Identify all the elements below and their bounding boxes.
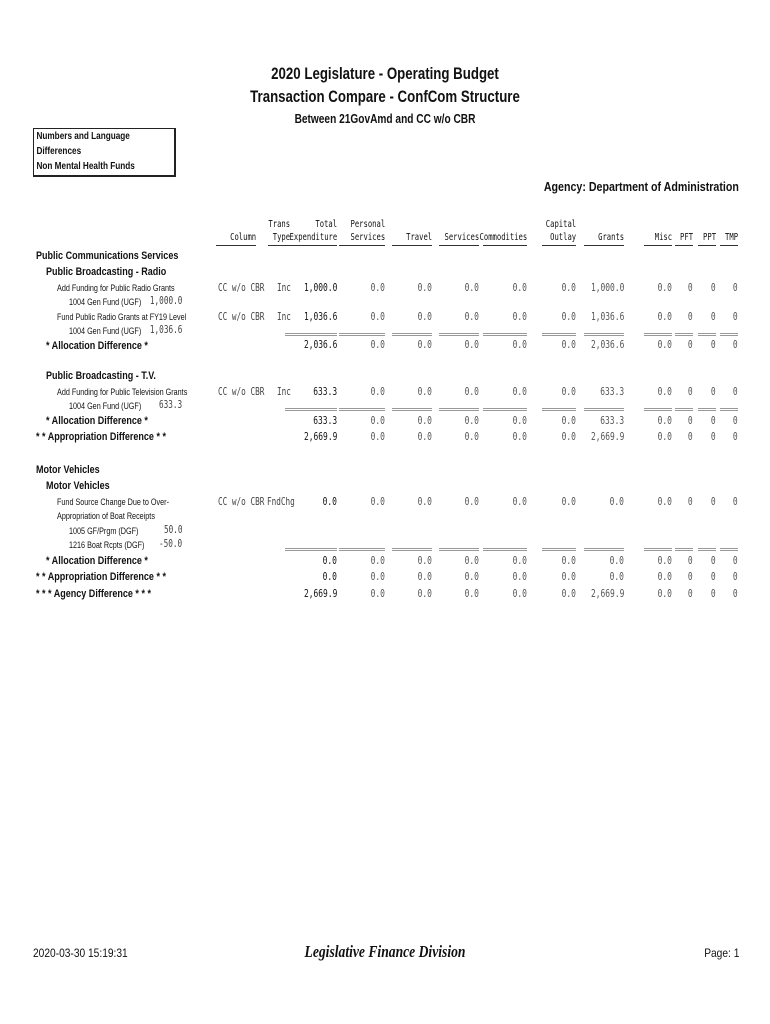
amount-cell: 633.3: [313, 414, 337, 427]
column-cell: CC w/o CBR: [218, 495, 265, 508]
report-scope-box: [33, 128, 176, 177]
subtotal-rule: [339, 335, 385, 336]
allocation-difference-label: * Allocation Difference *: [46, 555, 148, 567]
amount-cell: 0.0: [417, 310, 432, 323]
amount-cell: 0.0: [657, 310, 672, 323]
amount-cell: 0.0: [464, 570, 479, 583]
header-underline: [644, 245, 672, 246]
trans-type-cell: Inc: [277, 310, 291, 323]
amount-cell: 0: [711, 554, 716, 567]
amount-cell: 0.0: [417, 495, 432, 508]
subtotal-rule: [483, 335, 527, 336]
amount-cell: 0.0: [512, 430, 527, 443]
amount-cell: 0: [733, 414, 738, 427]
amount-cell: 0: [733, 430, 738, 443]
amount-cell: 0: [711, 338, 716, 351]
allocation-difference-label: * Allocation Difference *: [46, 340, 148, 352]
subtotal-rule: [439, 408, 479, 409]
header-underline: [675, 245, 693, 246]
amount-cell: 0: [688, 430, 693, 443]
amount-cell: 0.0: [512, 414, 527, 427]
amount-cell: 0.0: [370, 554, 385, 567]
column-cell: CC w/o CBR: [218, 281, 265, 294]
subtotal-rule: [392, 410, 432, 411]
column-header: Column: [229, 232, 256, 243]
amount-cell: 0.0: [417, 338, 432, 351]
amount-cell: 0: [711, 310, 716, 323]
amount-cell: 0.0: [512, 310, 527, 323]
subtotal-rule: [339, 548, 385, 549]
subtotal-rule: [542, 410, 576, 411]
subtotal-rule: [584, 333, 624, 334]
scope-line: Differences: [36, 146, 82, 157]
amount-cell: 0.0: [417, 414, 432, 427]
amount-cell: 0.0: [512, 281, 527, 294]
amount-cell: 0.0: [370, 338, 385, 351]
amount-cell: 0.0: [464, 430, 479, 443]
header-underline: [392, 245, 432, 246]
subtotal-rule: [542, 550, 576, 551]
amount-cell: 0: [688, 554, 693, 567]
subtotal-rule: [720, 408, 738, 409]
amount-cell: 633.3: [600, 414, 624, 427]
subtotal-rule: [720, 333, 738, 334]
amount-cell: 0.0: [322, 570, 337, 583]
comparison-label: Between 21GovAmd and CC w/o CBR: [294, 111, 476, 126]
column-header: Capital: [545, 219, 576, 230]
subtotal-rule: [720, 335, 738, 336]
amount-cell: 0.0: [561, 385, 576, 398]
subtotal-rule: [698, 550, 716, 551]
subtotal-rule: [392, 335, 432, 336]
subtotal-rule: [698, 408, 716, 409]
column-header: PFT: [679, 232, 693, 243]
amount-cell: 0.0: [417, 587, 432, 600]
subtotal-rule: [483, 408, 527, 409]
subtotal-rule: [339, 333, 385, 334]
amount-cell: 0.0: [322, 554, 337, 567]
amount-cell: 0: [711, 495, 716, 508]
amount-cell: 0: [733, 338, 738, 351]
amount-cell: 0: [711, 430, 716, 443]
transaction-description: Add Funding for Public Radio Grants: [57, 283, 175, 294]
amount-cell: 2,669.9: [303, 430, 337, 443]
amount-cell: 0: [688, 414, 693, 427]
subtotal-rule: [720, 550, 738, 551]
amount-cell: 0: [733, 587, 738, 600]
subtotal-rule: [584, 408, 624, 409]
amount-cell: 0.0: [370, 495, 385, 508]
amount-cell: 0: [733, 495, 738, 508]
amount-cell: 1,000.0: [303, 281, 337, 294]
amount-cell: 0: [711, 587, 716, 600]
amount-cell: 0: [733, 554, 738, 567]
amount-cell: 0: [733, 310, 738, 323]
subtotal-rule: [584, 335, 624, 336]
subtotal-rule: [285, 335, 337, 336]
subtotal-rule: [483, 550, 527, 551]
column-header: Misc: [654, 232, 672, 243]
column-header: Trans: [268, 219, 290, 230]
amount-cell: 1,036.6: [303, 310, 337, 323]
header-underline: [285, 245, 337, 246]
amount-cell: 0.0: [370, 430, 385, 443]
transaction-description: Fund Source Change Due to Over-: [57, 497, 169, 508]
subtotal-rule: [720, 548, 738, 549]
fund-amount: -50.0: [158, 537, 182, 550]
subtotal-rule: [285, 410, 337, 411]
header-underline: [720, 245, 738, 246]
amount-cell: 0.0: [464, 385, 479, 398]
amount-cell: 0.0: [512, 495, 527, 508]
subtotal-rule: [644, 335, 672, 336]
amount-cell: 1,000.0: [590, 281, 624, 294]
column-header: PPT: [702, 232, 716, 243]
amount-cell: 0.0: [657, 430, 672, 443]
amount-cell: 0.0: [370, 385, 385, 398]
subtotal-rule: [439, 550, 479, 551]
subtotal-rule: [720, 410, 738, 411]
subtotal-rule: [698, 548, 716, 549]
subtotal-rule: [542, 548, 576, 549]
amount-cell: 0: [688, 570, 693, 583]
amount-cell: 0.0: [561, 587, 576, 600]
subtotal-rule: [675, 548, 693, 549]
column-header: Services: [444, 232, 479, 243]
column-header: Total: [315, 219, 337, 230]
fund-amount: 633.3: [158, 398, 182, 411]
amount-cell: 0.0: [609, 554, 624, 567]
fund-amount: 1,036.6: [149, 323, 182, 336]
header-underline: [439, 245, 479, 246]
amount-cell: 2,669.9: [303, 587, 337, 600]
amount-cell: 0.0: [657, 338, 672, 351]
fund-source: 1004 Gen Fund (UGF): [69, 401, 142, 412]
amount-cell: 0.0: [370, 414, 385, 427]
subtotal-rule: [339, 408, 385, 409]
trans-type-cell: Inc: [277, 281, 291, 294]
subtotal-rule: [675, 333, 693, 334]
amount-cell: 0.0: [561, 310, 576, 323]
subtotal-rule: [392, 548, 432, 549]
amount-cell: 0.0: [370, 310, 385, 323]
subtotal-rule: [584, 550, 624, 551]
subtotal-rule: [483, 410, 527, 411]
column-header: Personal: [350, 219, 385, 230]
fund-source: 1216 Boat Rcpts (DGF): [69, 540, 145, 551]
subtotal-rule: [285, 408, 337, 409]
trans-type-cell: Inc: [277, 385, 291, 398]
fund-source: 1005 GF/Prgm (DGF): [69, 526, 139, 537]
amount-cell: 0.0: [464, 587, 479, 600]
amount-cell: 0: [688, 281, 693, 294]
page-number: Page: 1: [703, 946, 739, 960]
fund-source: 1004 Gen Fund (UGF): [69, 326, 142, 337]
subtotal-rule: [483, 548, 527, 549]
subtotal-rule: [439, 333, 479, 334]
subtotal-rule: [584, 548, 624, 549]
amount-cell: 2,036.6: [590, 338, 624, 351]
subtotal-rule: [675, 550, 693, 551]
amount-cell: 0.0: [657, 570, 672, 583]
column-header: Outlay: [549, 232, 576, 243]
subtotal-rule: [542, 333, 576, 334]
amount-cell: 0.0: [417, 281, 432, 294]
amount-cell: 0.0: [370, 587, 385, 600]
allocation-title: Public Broadcasting - T.V.: [46, 370, 156, 382]
amount-cell: 0: [688, 385, 693, 398]
amount-cell: 0.0: [512, 554, 527, 567]
subtotal-rule: [285, 333, 337, 334]
amount-cell: 0.0: [657, 281, 672, 294]
column-header: Grants: [597, 232, 624, 243]
amount-cell: 0.0: [609, 495, 624, 508]
subtotal-rule: [675, 410, 693, 411]
header-underline: [584, 245, 624, 246]
amount-cell: 0.0: [322, 495, 337, 508]
amount-cell: 633.3: [313, 385, 337, 398]
amount-cell: 0.0: [464, 281, 479, 294]
subtotal-rule: [542, 335, 576, 336]
column-header: Type: [272, 232, 290, 243]
amount-cell: 0: [688, 338, 693, 351]
amount-cell: 0: [711, 385, 716, 398]
subtotal-rule: [644, 408, 672, 409]
amount-cell: 0.0: [512, 570, 527, 583]
fund-amount: 1,000.0: [149, 294, 182, 307]
transaction-description-cont: Appropriation of Boat Receipts: [57, 511, 155, 522]
section-title: Public Communications Services: [36, 250, 179, 262]
subtotal-rule: [392, 333, 432, 334]
subtotal-rule: [698, 335, 716, 336]
column-header: Services: [350, 232, 385, 243]
report-timestamp: 2020-03-30 15:19:31: [33, 946, 128, 960]
subtotal-rule: [339, 410, 385, 411]
subtotal-rule: [439, 335, 479, 336]
amount-cell: 2,036.6: [303, 338, 337, 351]
amount-cell: 0.0: [417, 430, 432, 443]
amount-cell: 0.0: [561, 281, 576, 294]
allocation-difference-label: * Allocation Difference *: [46, 415, 148, 427]
column-header: Commodities: [479, 232, 527, 243]
amount-cell: 0.0: [512, 385, 527, 398]
subtotal-rule: [644, 550, 672, 551]
subtotal-rule: [392, 550, 432, 551]
section-title: Motor Vehicles: [36, 464, 100, 476]
amount-cell: 0.0: [561, 430, 576, 443]
report-subtitle: Transaction Compare - ConfCom Structure: [250, 87, 520, 106]
amount-cell: 0.0: [657, 414, 672, 427]
amount-cell: 0: [711, 281, 716, 294]
trans-type-cell: FndChg: [267, 495, 295, 508]
header-underline: [698, 245, 716, 246]
amount-cell: 0.0: [657, 495, 672, 508]
amount-cell: 0.0: [561, 495, 576, 508]
subtotal-rule: [285, 548, 337, 549]
subtotal-rule: [644, 333, 672, 334]
column-header: Expenditure: [289, 232, 337, 243]
report-title: 2020 Legislature - Operating Budget: [271, 64, 499, 83]
appropriation-difference-label: * * Appropriation Difference * *: [36, 571, 166, 583]
agency-label: Agency: Department of Administration: [543, 179, 739, 194]
amount-cell: 2,669.9: [590, 587, 624, 600]
amount-cell: 0.0: [417, 385, 432, 398]
subtotal-rule: [675, 408, 693, 409]
agency-difference-label: * * * Agency Difference * * *: [36, 588, 151, 600]
subtotal-rule: [392, 408, 432, 409]
amount-cell: 0: [733, 570, 738, 583]
appropriation-difference-label: * * Appropriation Difference * *: [36, 431, 166, 443]
subtotal-rule: [644, 548, 672, 549]
subtotal-rule: [285, 550, 337, 551]
amount-cell: 1,036.6: [590, 310, 624, 323]
amount-cell: 0.0: [464, 554, 479, 567]
amount-cell: 0.0: [512, 587, 527, 600]
header-underline: [542, 245, 576, 246]
amount-cell: 0.0: [464, 414, 479, 427]
subtotal-rule: [698, 333, 716, 334]
amount-cell: 633.3: [600, 385, 624, 398]
header-underline: [483, 245, 527, 246]
column-header: TMP: [724, 232, 738, 243]
fund-amount: 50.0: [163, 523, 182, 536]
amount-cell: 0: [688, 587, 693, 600]
transaction-description: Add Funding for Public Television Grants: [57, 387, 188, 398]
subtotal-rule: [675, 335, 693, 336]
header-underline: [339, 245, 385, 246]
subtotal-rule: [698, 410, 716, 411]
amount-cell: 0.0: [657, 385, 672, 398]
amount-cell: 0: [688, 310, 693, 323]
column-header: Travel: [405, 232, 432, 243]
amount-cell: 0.0: [370, 281, 385, 294]
amount-cell: 0.0: [561, 554, 576, 567]
amount-cell: 0.0: [561, 570, 576, 583]
amount-cell: 0.0: [609, 570, 624, 583]
subtotal-rule: [483, 333, 527, 334]
subtotal-rule: [439, 548, 479, 549]
amount-cell: 0.0: [464, 338, 479, 351]
amount-cell: 0.0: [417, 570, 432, 583]
subtotal-rule: [542, 408, 576, 409]
amount-cell: 0.0: [561, 414, 576, 427]
column-cell: CC w/o CBR: [218, 385, 265, 398]
column-cell: CC w/o CBR: [218, 310, 265, 323]
scope-line: Non Mental Health Funds: [36, 161, 135, 172]
amount-cell: 0: [688, 495, 693, 508]
amount-cell: 0.0: [417, 554, 432, 567]
allocation-title: Motor Vehicles: [46, 480, 110, 492]
amount-cell: 0.0: [370, 570, 385, 583]
amount-cell: 0.0: [657, 587, 672, 600]
amount-cell: 0: [733, 281, 738, 294]
subtotal-rule: [644, 410, 672, 411]
transaction-description: Fund Public Radio Grants at FY19 Level: [57, 312, 187, 323]
allocation-title: Public Broadcasting - Radio: [46, 266, 167, 278]
amount-cell: 0: [711, 570, 716, 583]
header-underline: [216, 245, 256, 246]
amount-cell: 0.0: [512, 338, 527, 351]
amount-cell: 0: [733, 385, 738, 398]
fund-source: 1004 Gen Fund (UGF): [69, 297, 142, 308]
subtotal-rule: [439, 410, 479, 411]
amount-cell: 0.0: [464, 310, 479, 323]
amount-cell: 0.0: [657, 554, 672, 567]
division-signature: Legislative Finance Division: [304, 942, 466, 961]
subtotal-rule: [339, 550, 385, 551]
subtotal-rule: [584, 410, 624, 411]
scope-line: Numbers and Language: [36, 131, 130, 142]
amount-cell: 0: [711, 414, 716, 427]
amount-cell: 0.0: [464, 495, 479, 508]
amount-cell: 0.0: [561, 338, 576, 351]
amount-cell: 2,669.9: [590, 430, 624, 443]
